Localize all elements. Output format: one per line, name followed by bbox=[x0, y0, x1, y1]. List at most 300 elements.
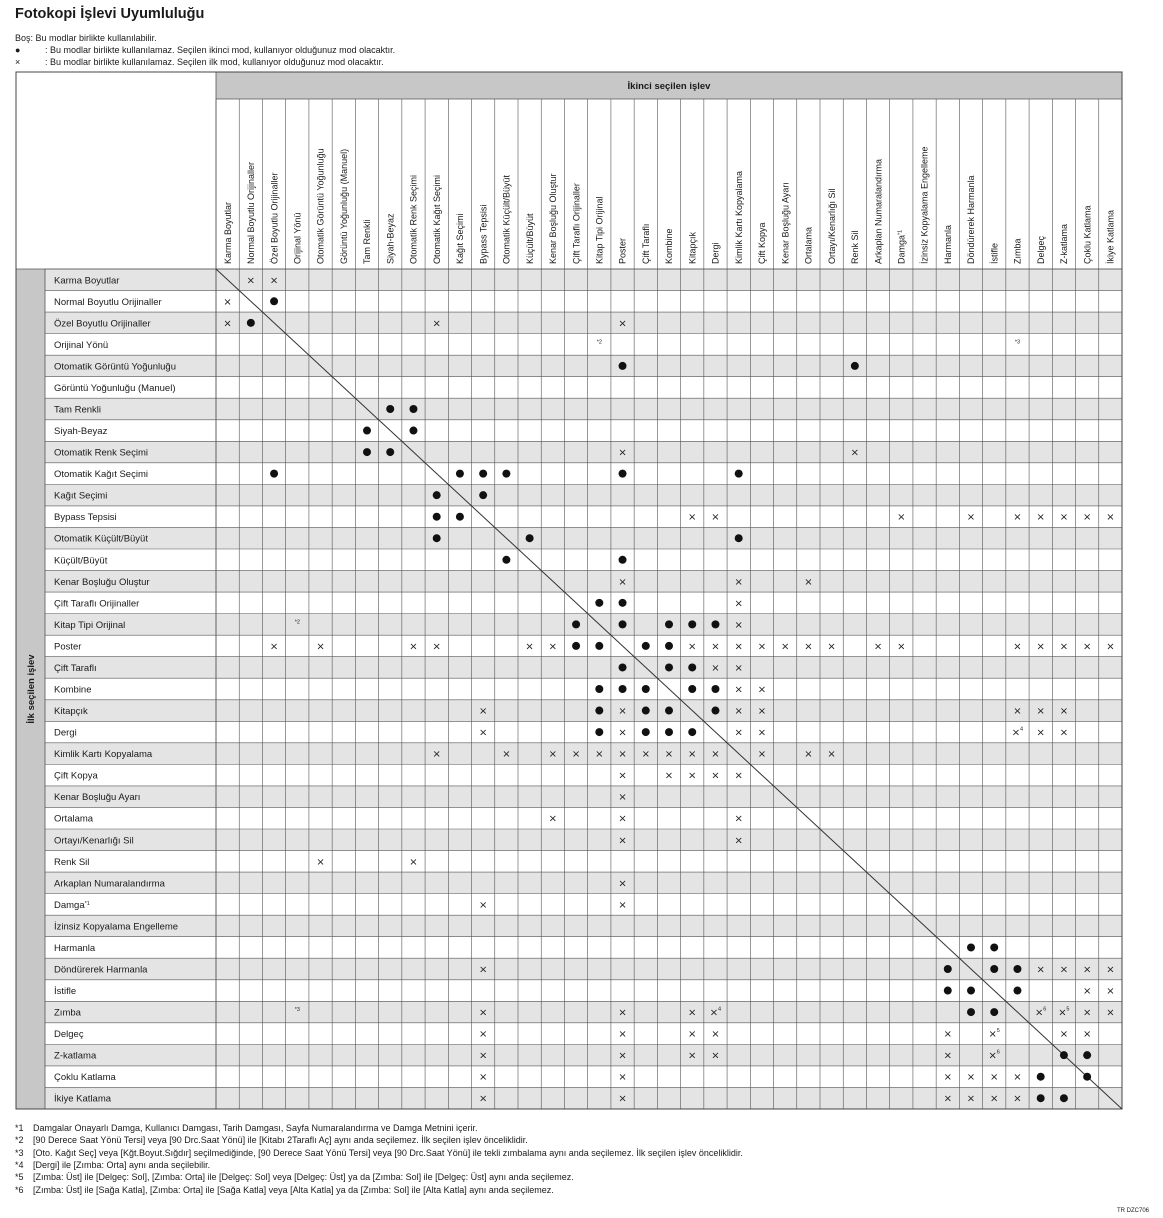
dot-mark bbox=[619, 556, 627, 564]
row-shade bbox=[45, 1001, 1122, 1023]
footnote-id: *6 bbox=[15, 1184, 24, 1195]
cross-mark: × bbox=[1013, 1093, 1022, 1105]
cross-mark: × bbox=[478, 899, 488, 911]
cross-mark: × bbox=[1036, 512, 1045, 524]
page-title: Fotokopi İşlevi Uyumluluğu bbox=[15, 6, 205, 22]
cross-mark: × bbox=[757, 749, 767, 761]
row-label: Bypass Tepsisi bbox=[54, 512, 117, 524]
dot-mark bbox=[386, 405, 394, 413]
cross-mark: × bbox=[432, 641, 441, 653]
cross-mark: × bbox=[711, 1029, 720, 1041]
column-label: Kenar Boşluğu Ayarı bbox=[780, 182, 791, 264]
cross-mark: × bbox=[897, 512, 906, 524]
column-label: Arkaplan Numaralandırma bbox=[873, 158, 884, 264]
cross-mark: × bbox=[432, 318, 441, 330]
cross-mark: × bbox=[618, 706, 627, 718]
row-label: Otomatik Kağıt Seçimi bbox=[54, 469, 148, 481]
cross-mark: × bbox=[943, 1029, 952, 1041]
cross-mark: × bbox=[757, 641, 767, 653]
dot-mark bbox=[990, 1008, 998, 1016]
row-shade bbox=[45, 743, 1122, 765]
row-label: İzinsiz Kopyalama Engelleme bbox=[54, 921, 179, 933]
cross-mark: × bbox=[827, 749, 836, 761]
cross-mark: × bbox=[1013, 1072, 1022, 1084]
note-mark: *2 bbox=[596, 339, 602, 346]
row-label: Z-katlama bbox=[54, 1050, 97, 1062]
dot-mark bbox=[433, 513, 441, 521]
cross-mark: × bbox=[1059, 641, 1069, 653]
row-shade bbox=[45, 312, 1122, 334]
column-label-note: *1 bbox=[897, 229, 904, 235]
dot-mark bbox=[665, 663, 673, 671]
row-label: İstifle bbox=[54, 986, 77, 998]
cross-mark: × bbox=[1059, 706, 1069, 718]
legend-dot-text: : Bu modlar birlikte kullanılamaz. Seçilen ikinci mod, kullanıyor olduğunuz mod olacaktır. bbox=[45, 45, 396, 55]
column-label: Damga$^{*1}$ bbox=[896, 229, 907, 264]
column-label: İzinsiz Kopyalama Engelleme bbox=[919, 146, 930, 264]
cross-mark: × bbox=[1013, 641, 1022, 653]
first-function-header: İlk seçilen işlev bbox=[26, 654, 37, 724]
row-shade bbox=[45, 484, 1122, 506]
cross-mark: × bbox=[1036, 727, 1045, 739]
footnote-text: [Oto. Kağıt Seç] veya [Kğt.Boyut.Sığdır] seçilmediğinde, [90 Derece Saat Yönü Tersi] veya [90 Drc.Saat Yönü] ile tekli zımbalama aynı anda seçilemez. İlk seçilen işlev önceliklidir. bbox=[33, 1147, 743, 1158]
cross-mark: × bbox=[734, 770, 743, 782]
footnote bbox=[15, 1135, 528, 1145]
dot-mark bbox=[595, 685, 603, 693]
cross-mark: × bbox=[711, 512, 720, 524]
cross-mark: × bbox=[1082, 964, 1092, 976]
legend-empty-symbol: Boş: bbox=[15, 33, 34, 43]
column-label: Kimlik Kartı Kopyalama bbox=[733, 170, 744, 264]
column-label: Dergi bbox=[710, 242, 721, 264]
cross-mark: × bbox=[1082, 986, 1092, 998]
column-label: Kitap Tipi Orijinal bbox=[594, 196, 605, 264]
dot-mark bbox=[967, 943, 975, 951]
cross-mark: × bbox=[1106, 986, 1115, 998]
dot-mark bbox=[526, 534, 534, 542]
cross-mark: × bbox=[664, 749, 674, 761]
dot-mark bbox=[456, 513, 464, 521]
cross-mark: × bbox=[780, 641, 790, 653]
dot-mark bbox=[595, 707, 603, 715]
diagonal-line bbox=[216, 269, 1122, 1109]
cross-mark: × bbox=[734, 727, 743, 739]
column-label: Orijinal Yönü bbox=[292, 212, 303, 264]
column-label: Siyah-Beyaz bbox=[385, 213, 396, 264]
cross-mark: × bbox=[571, 749, 581, 761]
row-label: Küçült/Büyüt bbox=[54, 555, 108, 567]
column-label: Ortalama bbox=[803, 226, 814, 264]
cross-mark-with-note: × bbox=[1058, 1007, 1067, 1019]
dot-mark bbox=[1083, 1051, 1091, 1059]
dot-mark bbox=[1037, 1073, 1045, 1081]
cross-mark: × bbox=[618, 792, 627, 804]
dot-mark bbox=[1060, 1051, 1068, 1059]
note-mark: *2 bbox=[294, 619, 300, 626]
row-shade bbox=[45, 700, 1122, 722]
cross-mark: × bbox=[664, 770, 674, 782]
row-label: Kitapçık bbox=[54, 706, 88, 718]
cross-mark: × bbox=[827, 641, 836, 653]
cross-mark-with-note: × bbox=[709, 1007, 719, 1019]
column-label: Görüntü Yoğunluğu (Manuel) bbox=[338, 148, 349, 264]
dot-mark bbox=[572, 620, 580, 628]
cross-mark: × bbox=[711, 641, 720, 653]
dot-mark bbox=[851, 362, 859, 370]
cross-mark: × bbox=[316, 856, 325, 868]
cross-note: 4 bbox=[717, 1006, 722, 1013]
cross-mark: × bbox=[711, 770, 720, 782]
dot-mark bbox=[595, 599, 603, 607]
cross-mark: × bbox=[1106, 964, 1115, 976]
row-label: Kağıt Seçimi bbox=[54, 490, 108, 502]
cross-mark: × bbox=[734, 576, 743, 588]
footnote-text: [Zımba: Üst] ile [Delgeç: Sol], [Zımba: Orta] ile [Delgeç: Sol] veya [Delgeç: Üst] ya da [Zımba: Sol] ile [Delgeç: Üst] aynı anda seçilemez. bbox=[33, 1172, 574, 1183]
column-label: Normal Boyutlu Orijinaller bbox=[246, 161, 257, 264]
dot-mark bbox=[502, 470, 510, 478]
dot-mark bbox=[711, 707, 719, 715]
cross-mark: × bbox=[478, 964, 488, 976]
dot-mark bbox=[595, 728, 603, 736]
dot-mark bbox=[619, 470, 627, 478]
row-label: Çift Taraflı bbox=[54, 662, 97, 674]
footnote-id: *1 bbox=[15, 1123, 24, 1133]
cross-mark: × bbox=[943, 1050, 952, 1062]
column-label: Kağıt Seçimi bbox=[455, 213, 466, 264]
column-label: Harmanla bbox=[942, 224, 953, 264]
column-label: Zımba bbox=[1012, 238, 1023, 264]
row-shade bbox=[45, 398, 1122, 420]
dot-mark bbox=[619, 685, 627, 693]
cross-mark: × bbox=[688, 512, 697, 524]
column-label: Karma Boyutlar bbox=[222, 201, 233, 264]
dot-mark bbox=[1083, 1073, 1091, 1081]
cross-mark: × bbox=[618, 835, 627, 847]
cross-mark: × bbox=[618, 899, 627, 911]
row-label-note: *1 bbox=[84, 900, 90, 907]
row-label: Çoklu Katlama bbox=[54, 1072, 116, 1084]
cross-mark: × bbox=[478, 1007, 488, 1019]
cross-mark: × bbox=[1059, 964, 1069, 976]
cross-mark: × bbox=[734, 706, 743, 718]
row-shade bbox=[45, 657, 1122, 679]
footnote bbox=[15, 1123, 478, 1133]
footnote bbox=[15, 1148, 743, 1158]
cross-mark: × bbox=[1013, 706, 1022, 718]
cross-mark: × bbox=[734, 662, 743, 674]
dot-mark bbox=[619, 620, 627, 628]
cross-mark: × bbox=[1082, 1007, 1092, 1019]
cross-mark: × bbox=[618, 447, 627, 459]
cross-mark: × bbox=[757, 706, 767, 718]
cross-mark: × bbox=[1059, 1029, 1069, 1041]
footnote-text: [90 Derece Saat Yönü Tersi] veya [90 Drc.Saat Yönü] ile [Kitabı 2Taraflı Aç] aynı anda seçilemez. İlk seçilen işlev önceliklidir. bbox=[33, 1135, 528, 1146]
cross-mark: × bbox=[1036, 641, 1045, 653]
dot-mark bbox=[665, 707, 673, 715]
row-shade bbox=[45, 872, 1122, 894]
row-label: Otomatik Renk Seçimi bbox=[54, 447, 148, 459]
column-label: Çoklu Katlama bbox=[1082, 205, 1093, 264]
column-label: Kenar Boşluğu Oluştur bbox=[548, 173, 559, 264]
row-shade bbox=[45, 915, 1122, 937]
cross-mark: × bbox=[618, 749, 627, 761]
row-label: Harmanla bbox=[54, 942, 96, 954]
dot-mark bbox=[688, 728, 696, 736]
cross-mark: × bbox=[478, 1093, 488, 1105]
cross-mark: × bbox=[1106, 641, 1115, 653]
cross-mark: × bbox=[850, 447, 860, 459]
column-label: Renk Sil bbox=[850, 230, 861, 264]
dot-mark bbox=[688, 685, 696, 693]
cross-mark: × bbox=[1082, 512, 1092, 524]
dot-mark bbox=[642, 728, 650, 736]
row-shade bbox=[45, 958, 1122, 980]
note-mark: *3 bbox=[294, 1007, 300, 1014]
column-label: Çift Taraflı bbox=[640, 223, 651, 264]
cross-mark: × bbox=[478, 1029, 488, 1041]
cross-mark: × bbox=[1082, 1029, 1092, 1041]
row-label: Dergi bbox=[54, 727, 77, 739]
row-shade bbox=[45, 786, 1122, 808]
dot-mark bbox=[642, 685, 650, 693]
cross-mark: × bbox=[223, 318, 232, 330]
dot-mark bbox=[735, 470, 743, 478]
cross-mark: × bbox=[757, 727, 767, 739]
row-label: Zımba bbox=[54, 1007, 81, 1019]
footnote-text: [Zımba: Üst] ile [Sağa Katla], [Zımba: Orta] ile [Sağa Katla] veya [Alta Katla] ya da [Zımba: Sol] ile [Alta Katla] aynı anda seçilemez. bbox=[33, 1184, 554, 1195]
footnote bbox=[15, 1172, 574, 1182]
legend-empty-text: Bu modlar birlikte kullanılabilir. bbox=[35, 33, 157, 43]
row-label: Kitap Tipi Orijinal bbox=[54, 619, 126, 631]
row-label: Ortayı/Kenarlığı Sil bbox=[54, 835, 134, 847]
column-label: İkiye Katlama bbox=[1105, 209, 1116, 264]
dot-mark bbox=[688, 620, 696, 628]
row-label: Kenar Boşluğu Oluştur bbox=[54, 576, 150, 588]
column-label: İstifle bbox=[989, 242, 1000, 264]
cross-mark: × bbox=[246, 275, 256, 287]
row-shade bbox=[45, 829, 1122, 851]
footnote-id: *3 bbox=[15, 1147, 24, 1158]
dot-mark bbox=[433, 534, 441, 542]
column-label: Z-katlama bbox=[1059, 223, 1070, 264]
dot-mark bbox=[688, 663, 696, 671]
row-label: Döndürerek Harmanla bbox=[54, 964, 148, 976]
cross-mark: × bbox=[757, 684, 767, 696]
column-label: Otomatik Görüntü Yoğunluğu bbox=[315, 148, 326, 264]
dot-mark bbox=[479, 470, 487, 478]
column-label: Özel Boyutlu Orijinaller bbox=[269, 172, 280, 264]
cross-note: 5 bbox=[996, 1028, 1000, 1035]
cross-mark: × bbox=[432, 749, 441, 761]
cross-mark: × bbox=[688, 1029, 697, 1041]
dot-mark bbox=[642, 642, 650, 650]
cross-mark: × bbox=[548, 813, 558, 825]
row-label: Tam Renkli bbox=[54, 404, 101, 416]
column-label: Kombine bbox=[664, 228, 675, 264]
cross-mark: × bbox=[223, 296, 232, 308]
dot-mark bbox=[1013, 965, 1021, 973]
cross-mark: × bbox=[409, 856, 418, 868]
cross-mark: × bbox=[478, 727, 488, 739]
dot-mark bbox=[1037, 1094, 1045, 1102]
cross-mark: × bbox=[618, 1029, 627, 1041]
dot-mark bbox=[642, 707, 650, 715]
row-label: Poster bbox=[54, 641, 82, 653]
dot-mark bbox=[619, 663, 627, 671]
cross-mark-with-note: × bbox=[1011, 727, 1021, 739]
cross-mark: × bbox=[548, 749, 558, 761]
cross-mark: × bbox=[804, 576, 813, 588]
cross-note: 4 bbox=[1019, 726, 1024, 733]
row-label: Renk Sil bbox=[54, 856, 90, 868]
legend-dot-symbol: ● bbox=[15, 45, 21, 55]
dot-mark bbox=[967, 1008, 975, 1016]
row-label: Otomatik Görüntü Yoğunluğu bbox=[54, 361, 177, 373]
row-label: Özel Boyutlu Orijinaller bbox=[54, 318, 151, 330]
cross-mark: × bbox=[618, 1072, 627, 1084]
cross-mark: × bbox=[1059, 727, 1069, 739]
cross-mark: × bbox=[734, 619, 743, 631]
column-label: Tam Renkli bbox=[362, 219, 373, 264]
cross-mark: × bbox=[688, 641, 697, 653]
dot-mark bbox=[990, 965, 998, 973]
cross-mark: × bbox=[873, 641, 883, 653]
cross-mark: × bbox=[966, 1093, 976, 1105]
cross-mark: × bbox=[688, 1050, 697, 1062]
cross-mark: × bbox=[734, 598, 743, 610]
cross-mark: × bbox=[734, 684, 743, 696]
row-label: İkiye Katlama bbox=[54, 1093, 112, 1105]
cross-mark: × bbox=[804, 749, 813, 761]
cross-mark: × bbox=[688, 770, 697, 782]
cross-mark: × bbox=[711, 749, 720, 761]
cross-mark: × bbox=[478, 1072, 488, 1084]
cross-mark: × bbox=[990, 1093, 999, 1105]
dot-mark bbox=[619, 362, 627, 370]
cross-mark: × bbox=[1013, 512, 1022, 524]
dot-mark bbox=[270, 297, 278, 305]
cross-mark: × bbox=[618, 1093, 627, 1105]
cross-mark: × bbox=[618, 813, 627, 825]
cross-mark: × bbox=[990, 1072, 999, 1084]
dot-mark bbox=[665, 620, 673, 628]
column-label: Otomatik Renk Seçimi bbox=[408, 174, 419, 264]
second-function-header: İkinci seçilen işlev bbox=[627, 81, 711, 92]
cross-mark: × bbox=[269, 641, 279, 653]
cross-mark: × bbox=[1106, 1007, 1115, 1019]
dot-mark bbox=[990, 943, 998, 951]
cross-mark: × bbox=[618, 1007, 627, 1019]
row-shade bbox=[45, 527, 1122, 549]
row-label: Delgeç bbox=[54, 1029, 84, 1041]
row-label: Kimlik Kartı Kopyalama bbox=[54, 749, 153, 761]
cross-mark: × bbox=[943, 1072, 952, 1084]
cross-mark: × bbox=[1082, 641, 1092, 653]
dot-mark bbox=[409, 427, 417, 435]
cross-mark: × bbox=[711, 662, 720, 674]
dot-mark bbox=[619, 599, 627, 607]
footnote-id: *2 bbox=[15, 1135, 24, 1146]
row-label: Arkaplan Numaralandırma bbox=[54, 878, 165, 890]
dot-mark bbox=[944, 987, 952, 995]
row-label: Orijinal Yönü bbox=[54, 339, 109, 351]
row-label: Kombine bbox=[54, 684, 92, 696]
column-label: Otomatik Kağıt Seçimi bbox=[431, 174, 442, 264]
row-label: Görüntü Yoğunluğu (Manuel) bbox=[54, 382, 176, 394]
dot-mark bbox=[1013, 987, 1021, 995]
cross-mark: × bbox=[618, 727, 627, 739]
cross-mark: × bbox=[943, 1093, 952, 1105]
cross-mark-with-note: × bbox=[988, 1029, 997, 1041]
cross-mark: × bbox=[688, 1007, 697, 1019]
dot-mark bbox=[456, 470, 464, 478]
row-shade bbox=[45, 269, 1122, 291]
cross-mark: × bbox=[1059, 512, 1069, 524]
footnote-text: Damgalar Onayarlı Damga, Kullanıcı Damgası, Tarih Damgası, Sayfa Numaralandırma ve Damga Metnini içerir. bbox=[33, 1123, 478, 1133]
dot-mark bbox=[363, 448, 371, 456]
column-label: Bypass Tepsisi bbox=[478, 204, 489, 264]
cross-mark-with-note: × bbox=[1034, 1007, 1044, 1019]
dot-mark bbox=[572, 642, 580, 650]
row-label: Siyah-Beyaz bbox=[54, 426, 108, 438]
column-label: Poster bbox=[617, 237, 628, 264]
footnote-text: [Dergi] ile [Zımba: Orta] aynı anda seçilebilir. bbox=[33, 1159, 211, 1170]
column-label: Çift Kopya bbox=[757, 222, 768, 264]
footnote bbox=[15, 1185, 554, 1195]
cross-mark: × bbox=[734, 835, 743, 847]
cross-mark: × bbox=[734, 641, 743, 653]
document-code: TR DZC706 bbox=[1116, 1208, 1149, 1214]
dot-mark bbox=[711, 685, 719, 693]
row-label: Ortalama bbox=[54, 813, 94, 825]
column-label: Ortayı/Kenarlığı Sil bbox=[826, 188, 837, 264]
cross-mark: × bbox=[618, 576, 627, 588]
column-label: Döndürerek Harmanla bbox=[966, 175, 977, 264]
dot-mark bbox=[247, 319, 255, 327]
row-shade bbox=[45, 355, 1122, 377]
row-label: Karma Boyutlar bbox=[54, 275, 120, 287]
cross-mark: × bbox=[618, 1050, 627, 1062]
cross-mark: × bbox=[688, 749, 697, 761]
column-label: Küçült/Büyüt bbox=[524, 213, 535, 264]
dot-mark bbox=[479, 491, 487, 499]
cross-mark: × bbox=[966, 1072, 976, 1084]
dot-mark bbox=[270, 470, 278, 478]
cross-mark: × bbox=[525, 641, 534, 653]
cross-mark: × bbox=[897, 641, 906, 653]
cross-mark: × bbox=[1036, 706, 1045, 718]
cross-note: 5 bbox=[1066, 1006, 1070, 1013]
footnote bbox=[15, 1160, 210, 1170]
dot-mark bbox=[735, 534, 743, 542]
cross-note: 6 bbox=[996, 1049, 1000, 1056]
dot-mark bbox=[1060, 1094, 1068, 1102]
cross-mark: × bbox=[595, 749, 604, 761]
cross-mark: × bbox=[478, 1050, 488, 1062]
footnote-id: *5 bbox=[15, 1172, 24, 1183]
row-label: Çift Taraflı Orijinaller bbox=[54, 598, 140, 610]
column-label: Kitapçık bbox=[687, 231, 698, 264]
dot-mark bbox=[665, 642, 673, 650]
dot-mark bbox=[967, 987, 975, 995]
row-label: Kenar Boşluğu Ayarı bbox=[54, 792, 141, 804]
cross-mark: × bbox=[316, 641, 325, 653]
cross-mark: × bbox=[618, 770, 627, 782]
dot-mark bbox=[386, 448, 394, 456]
dot-mark bbox=[433, 491, 441, 499]
cross-mark: × bbox=[804, 641, 813, 653]
cross-mark: × bbox=[1106, 512, 1115, 524]
